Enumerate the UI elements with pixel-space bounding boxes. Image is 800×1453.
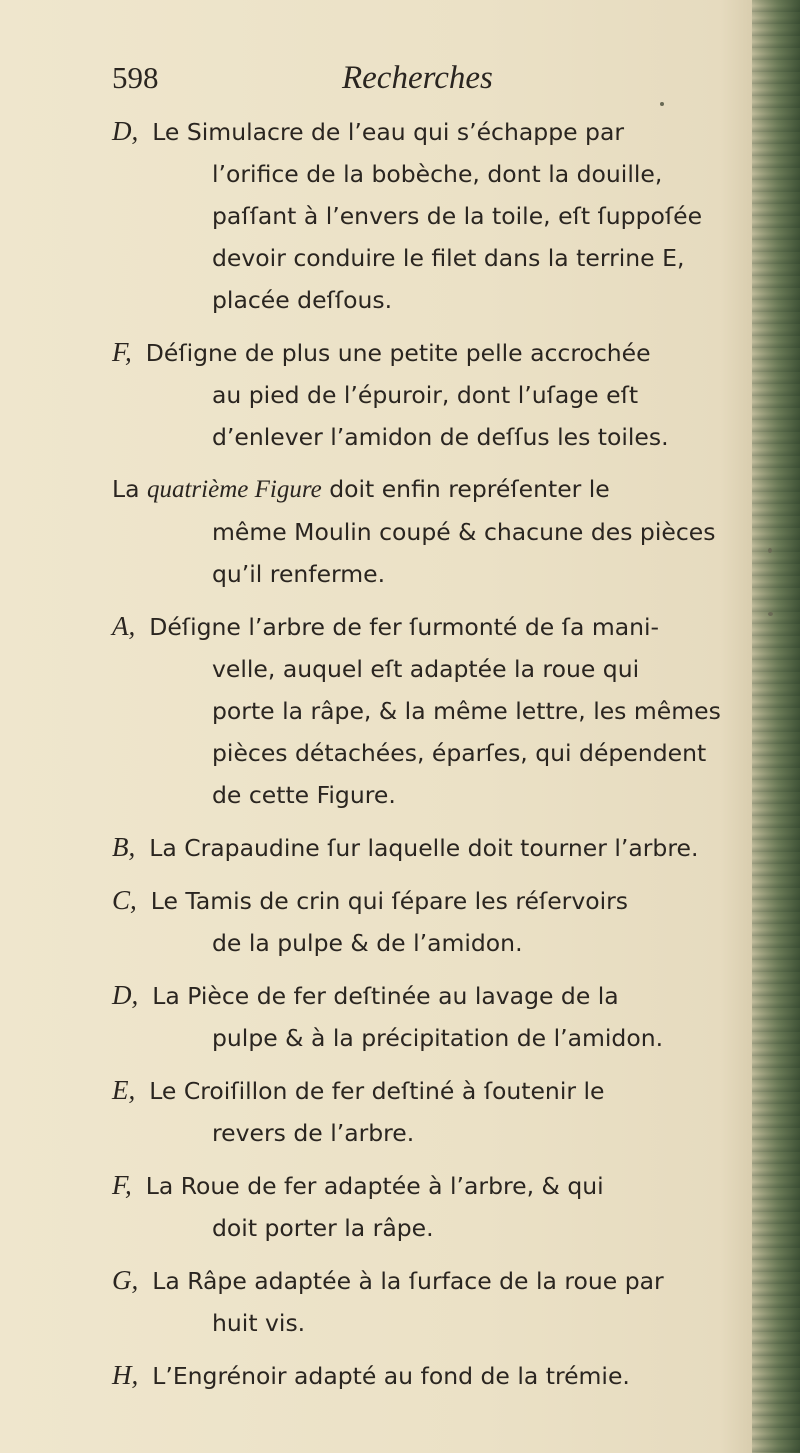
entry-letter: C, <box>112 885 137 915</box>
entry-line: paſſant à l’envers de la toile, eſt ſuppoſée <box>212 202 703 230</box>
entry-line: La Râpe adaptée à la ſurface de la roue par <box>152 1267 664 1295</box>
entry-line: l’orifice de la bobèche, dont la douille, <box>212 160 663 188</box>
entry-letter: F, <box>112 1170 132 1200</box>
page-header <box>112 60 732 106</box>
entry-line: La Roue de fer adaptée à l’arbre, & qui <box>145 1172 604 1200</box>
entry-letter: B, <box>112 832 136 862</box>
entry-line: d’enlever l’amidon de deſſus les toiles. <box>212 423 669 451</box>
entry-line: placée deſſous. <box>212 286 393 314</box>
legend-entry-f1 <box>112 331 752 458</box>
entry-line: doit porter la râpe. <box>212 1214 434 1242</box>
legend-entry-a <box>112 605 752 816</box>
running-title: Recherches <box>342 60 493 96</box>
entry-letter: D, <box>112 980 139 1010</box>
entry-letter: A, <box>112 611 136 641</box>
entry-line: pulpe & à la précipitation de l’amidon. <box>212 1024 664 1052</box>
entry-line: revers de l’arbre. <box>212 1119 415 1147</box>
entry-letter: H, <box>112 1360 139 1390</box>
paper-speck <box>768 548 772 553</box>
entry-letter: E, <box>112 1075 136 1105</box>
entry-line: velle, auquel eſt adaptée la roue qui <box>212 655 640 683</box>
entry-line: pièces détachées, éparſes, qui dépendent <box>212 739 707 767</box>
fourth-figure-paragraph <box>112 468 752 595</box>
entry-line: L’Engrénoir adapté au fond de la trémie. <box>152 1362 630 1390</box>
entry-line: même Moulin coupé & chacune des pièces <box>212 518 716 546</box>
legend-entry-b <box>112 826 752 869</box>
paragraph-lead: La <box>112 475 140 503</box>
page-edge <box>752 0 800 1453</box>
entry-line: Déſigne l’arbre de fer ſurmonté de ſa mani- <box>149 613 660 641</box>
legend-entry-e <box>112 1069 752 1154</box>
entry-letter: D, <box>112 116 139 146</box>
paper-speck <box>768 612 773 616</box>
entry-line: La Crapaudine ſur laquelle doit tourner l’arbre. <box>149 834 699 862</box>
paper-speck <box>660 102 664 106</box>
entry-line: au pied de l’épuroir, dont l’uſage eſt <box>212 381 639 409</box>
page-number: 598 <box>112 60 159 95</box>
entry-line: de cette Figure. <box>212 781 396 809</box>
legend-entry-d2 <box>112 974 752 1059</box>
entry-line: Le Simulacre de l’eau qui s’échappe par <box>152 118 625 146</box>
entry-line: Le Tamis de crin qui ſépare les réſervoirs <box>150 887 629 915</box>
legend-entry-h <box>112 1354 752 1397</box>
entry-letter: F, <box>112 337 132 367</box>
legend-entry-c <box>112 879 752 964</box>
entry-line: qu’il renferme. <box>212 560 386 588</box>
legend-entry-g <box>112 1259 752 1344</box>
figure-reference: quatrième Figure <box>146 476 322 503</box>
entry-line: de la pulpe & de l’amidon. <box>212 929 523 957</box>
legend-entry-f2 <box>112 1164 752 1249</box>
entry-line: porte la râpe, & la même lettre, les mêmes <box>212 697 721 725</box>
entry-line: huit vis. <box>212 1309 306 1337</box>
entry-line: Le Croiſillon de fer deſtiné à ſoutenir le <box>149 1077 605 1105</box>
entry-line: devoir conduire le filet dans la terrine E, <box>212 244 685 272</box>
entry-letter: G, <box>112 1265 139 1295</box>
legend-entry-d1 <box>112 110 752 321</box>
entry-line: La Pièce de fer deſtinée au lavage de la <box>152 982 619 1010</box>
entry-line: Déſigne de plus une petite pelle accrochée <box>145 339 651 367</box>
entry-line: doit enfin repréſenter le <box>329 475 610 503</box>
body-text <box>112 110 752 1397</box>
